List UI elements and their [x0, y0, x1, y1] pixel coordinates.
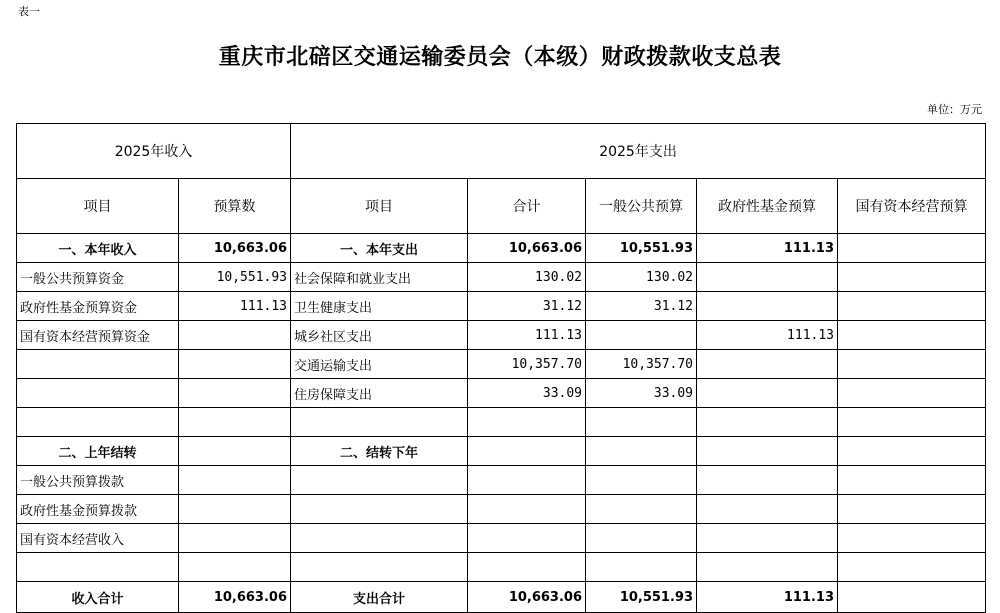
state-capital-value [838, 234, 986, 263]
expense-item: 卫生健康支出 [291, 292, 468, 321]
total-value: 10,663.06 [468, 234, 586, 263]
column-header-row [17, 179, 986, 234]
gov-fund-value [697, 553, 838, 582]
general-value: 10,551.93 [586, 234, 697, 263]
expense-item: 住房保障支出 [291, 379, 468, 408]
table-row [17, 350, 986, 379]
general-value: 33.09 [586, 379, 697, 408]
general-value [586, 408, 697, 437]
gov-fund-value [697, 437, 838, 466]
gov-fund-value [697, 466, 838, 495]
budget-table [16, 123, 986, 613]
col-expense-item: 项目 [291, 179, 468, 234]
gov-fund-value [697, 495, 838, 524]
income-value [179, 437, 291, 466]
general-value: 10,357.70 [586, 350, 697, 379]
total-value: 130.02 [468, 263, 586, 292]
total-value: 31.12 [468, 292, 586, 321]
state-capital-value [838, 553, 986, 582]
gov-fund-value: 111.13 [697, 234, 838, 263]
general-value [586, 321, 697, 350]
group-header-row [17, 124, 986, 179]
table-row [17, 553, 986, 582]
table-row [17, 234, 986, 263]
table-row [17, 292, 986, 321]
expense-item [291, 553, 468, 582]
general-value: 10,551.93 [586, 582, 697, 613]
income-item [17, 408, 179, 437]
income-item: 国有资本经营收入 [17, 524, 179, 553]
income-item: 政府性基金预算资金 [17, 292, 179, 321]
total-value: 33.09 [468, 379, 586, 408]
state-capital-value [838, 379, 986, 408]
state-capital-value [838, 466, 986, 495]
col-gov-fund-budget: 政府性基金预算 [697, 179, 838, 234]
expense-item [291, 524, 468, 553]
gov-fund-value [697, 379, 838, 408]
income-value: 111.13 [179, 292, 291, 321]
income-value [179, 408, 291, 437]
expense-item: 支出合计 [291, 582, 468, 613]
gov-fund-value [697, 263, 838, 292]
state-capital-value [838, 321, 986, 350]
total-value [468, 553, 586, 582]
col-total: 合计 [468, 179, 586, 234]
income-item: 收入合计 [17, 582, 179, 613]
state-capital-value [838, 582, 986, 613]
col-income-item: 项目 [17, 179, 179, 234]
expense-item [291, 466, 468, 495]
general-value [586, 553, 697, 582]
total-value: 10,663.06 [468, 582, 586, 613]
income-value [179, 321, 291, 350]
total-value [468, 466, 586, 495]
expense-item [291, 408, 468, 437]
income-value: 10,663.06 [179, 582, 291, 613]
expense-item: 城乡社区支出 [291, 321, 468, 350]
income-value [179, 350, 291, 379]
expense-item [291, 495, 468, 524]
table-row [17, 379, 986, 408]
income-value: 10,663.06 [179, 234, 291, 263]
expense-group-header: 2025年支出 [291, 124, 986, 179]
total-value [468, 495, 586, 524]
state-capital-value [838, 495, 986, 524]
col-income-budget: 预算数 [179, 179, 291, 234]
col-general-budget: 一般公共预算 [586, 179, 697, 234]
income-value [179, 466, 291, 495]
gov-fund-value: 111.13 [697, 321, 838, 350]
income-value [179, 553, 291, 582]
totals-row [17, 582, 986, 613]
general-value [586, 524, 697, 553]
gov-fund-value [697, 350, 838, 379]
general-value: 130.02 [586, 263, 697, 292]
state-capital-value [838, 524, 986, 553]
income-value [179, 379, 291, 408]
gov-fund-value [697, 292, 838, 321]
total-value: 10,357.70 [468, 350, 586, 379]
table-row [17, 495, 986, 524]
income-item: 一般公共预算拨款 [17, 466, 179, 495]
income-item [17, 553, 179, 582]
gov-fund-value [697, 408, 838, 437]
table-row [17, 466, 986, 495]
general-value [586, 466, 697, 495]
income-item: 一般公共预算资金 [17, 263, 179, 292]
gov-fund-value [697, 524, 838, 553]
income-item: 国有资本经营预算资金 [17, 321, 179, 350]
income-item: 二、上年结转 [17, 437, 179, 466]
document-tag: 表一 [18, 5, 40, 18]
income-group-header: 2025年收入 [17, 124, 291, 179]
general-value: 31.12 [586, 292, 697, 321]
table-row [17, 321, 986, 350]
total-value: 111.13 [468, 321, 586, 350]
income-item: 一、本年收入 [17, 234, 179, 263]
state-capital-value [838, 263, 986, 292]
income-value [179, 495, 291, 524]
table-row [17, 524, 986, 553]
income-item [17, 350, 179, 379]
total-value [468, 437, 586, 466]
income-item: 政府性基金预算拨款 [17, 495, 179, 524]
expense-item: 交通运输支出 [291, 350, 468, 379]
page-title: 重庆市北碚区交通运输委员会（本级）财政拨款收支总表 [218, 44, 782, 70]
income-item [17, 379, 179, 408]
expense-item: 二、结转下年 [291, 437, 468, 466]
state-capital-value [838, 437, 986, 466]
state-capital-value [838, 292, 986, 321]
state-capital-value [838, 350, 986, 379]
gov-fund-value: 111.13 [697, 582, 838, 613]
general-value [586, 437, 697, 466]
col-state-capital-budget: 国有资本经营预算 [838, 179, 986, 234]
general-value [586, 495, 697, 524]
income-value: 10,551.93 [179, 263, 291, 292]
total-value [468, 524, 586, 553]
table-row [17, 437, 986, 466]
unit-label: 单位：万元 [927, 103, 982, 116]
table-row [17, 263, 986, 292]
state-capital-value [838, 408, 986, 437]
total-value [468, 408, 586, 437]
expense-item: 社会保障和就业支出 [291, 263, 468, 292]
income-value [179, 524, 291, 553]
table-row [17, 408, 986, 437]
expense-item: 一、本年支出 [291, 234, 468, 263]
